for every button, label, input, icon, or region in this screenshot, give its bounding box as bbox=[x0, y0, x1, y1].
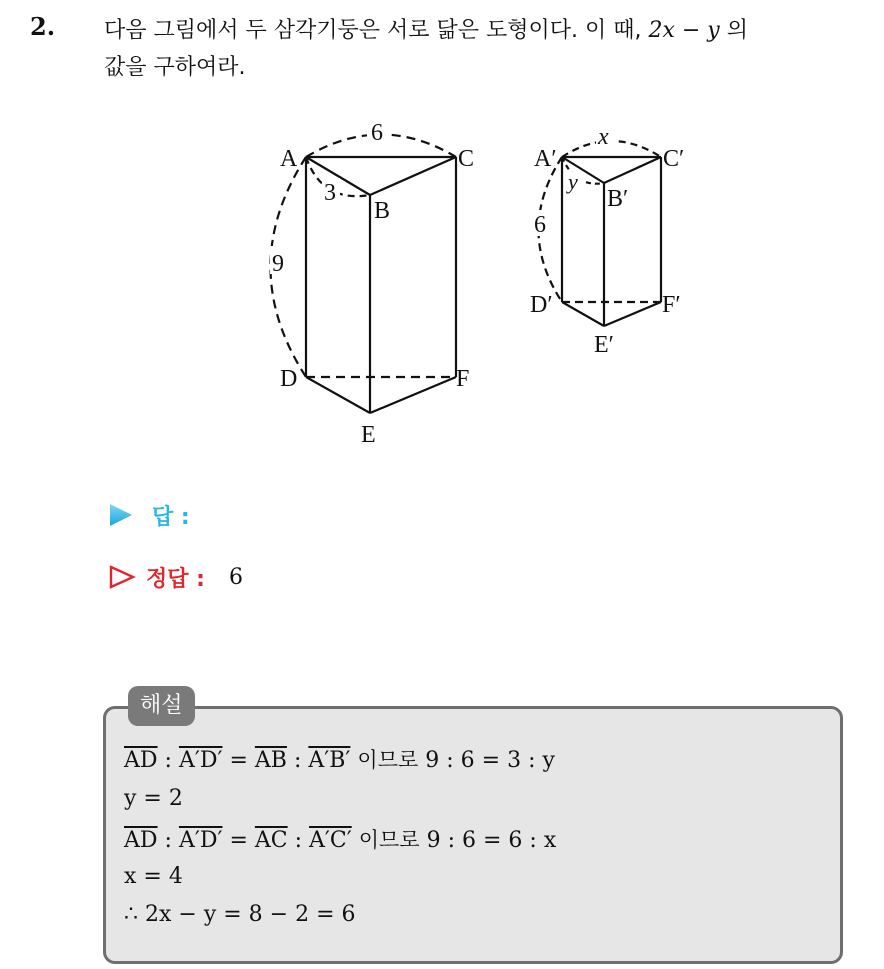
label-small-AC: x bbox=[598, 124, 609, 150]
segment-AprimeCprime: A′C′ bbox=[309, 828, 352, 853]
label-big-AC: 6 bbox=[371, 120, 383, 146]
answer-label: 답 : bbox=[152, 504, 190, 530]
equation: 9 : 6 = 6 : x bbox=[426, 828, 557, 853]
vertex-A: A bbox=[280, 146, 298, 172]
correct-answer-value: 6 bbox=[228, 564, 243, 590]
question-line2: 값을 구하여라. bbox=[104, 55, 246, 80]
vertex-D-prime: D′ bbox=[530, 292, 553, 318]
vertex-B-prime: B′ bbox=[607, 186, 629, 212]
vertex-F: F bbox=[456, 366, 470, 392]
solution-line-5: ∴ 2x − y = 8 − 2 = 6 bbox=[124, 902, 356, 927]
prism-figure bbox=[0, 0, 884, 480]
question-math: 2x − y bbox=[648, 18, 720, 43]
segment-AprimeDprime: A′D′ bbox=[178, 748, 223, 773]
vertex-C: C bbox=[458, 146, 475, 172]
vertex-E: E bbox=[361, 422, 376, 448]
segment-AprimeDprime: A′D′ bbox=[178, 828, 223, 853]
answer-row bbox=[108, 500, 208, 530]
korean-text: 이므로 bbox=[358, 828, 420, 852]
solution-line-1: $\overline{AD}$ : $A'D' = \overline{AB}$ : A′B′ 이므로 9 : 6 = 3 : y bbox=[124, 748, 555, 773]
label-big-AD: 9 bbox=[272, 251, 284, 277]
outline-triangle-icon bbox=[108, 564, 136, 590]
vertex-F-prime: F′ bbox=[662, 292, 681, 318]
segment-AprimeBprime: A′B′ bbox=[308, 748, 351, 773]
segment-AD: $\overline{AD}$ bbox=[124, 828, 158, 853]
solution-line-4: x = 4 bbox=[124, 864, 183, 889]
correct-answer-row bbox=[108, 562, 243, 592]
vertex-E-prime: E′ bbox=[594, 332, 614, 358]
vertex-B: B bbox=[374, 198, 391, 224]
correct-answer-label: 정답 : bbox=[146, 566, 205, 592]
equation: 9 : 6 = 3 : y bbox=[425, 748, 555, 773]
label-small-AB: y bbox=[568, 169, 578, 194]
vertex-C-prime: C′ bbox=[663, 146, 685, 172]
label-big-AB: 3 bbox=[324, 180, 336, 206]
play-triangle-icon bbox=[108, 502, 134, 528]
segment-AD: $\overline{AD}$ bbox=[124, 748, 158, 773]
korean-text: 이므로 bbox=[357, 748, 419, 772]
solution-line-3: $\overline{AD}$ : $A'D' = \overline{AC}$ : A′C′ 이므로 9 : 6 = 6 : x bbox=[124, 828, 557, 853]
big-prism bbox=[271, 135, 457, 414]
small-prism bbox=[539, 141, 662, 326]
solution-tab: 해설 bbox=[128, 686, 195, 726]
label-small-AD: 6 bbox=[534, 212, 546, 238]
question-line1-pre: 다음 그림에서 두 삼각기둥은 서로 닮은 도형이다. 이 때, bbox=[104, 18, 649, 43]
question-line1-post: 의 bbox=[719, 18, 748, 43]
vertex-A-prime: A′ bbox=[534, 146, 557, 172]
segment-AB: $\overline{AB}$ bbox=[254, 748, 287, 773]
vertex-D: D bbox=[280, 366, 298, 392]
segment-AC: $\overline{AC}$ bbox=[254, 828, 288, 853]
solution-line-2: y = 2 bbox=[124, 786, 183, 811]
question-number: 2. bbox=[30, 12, 56, 41]
